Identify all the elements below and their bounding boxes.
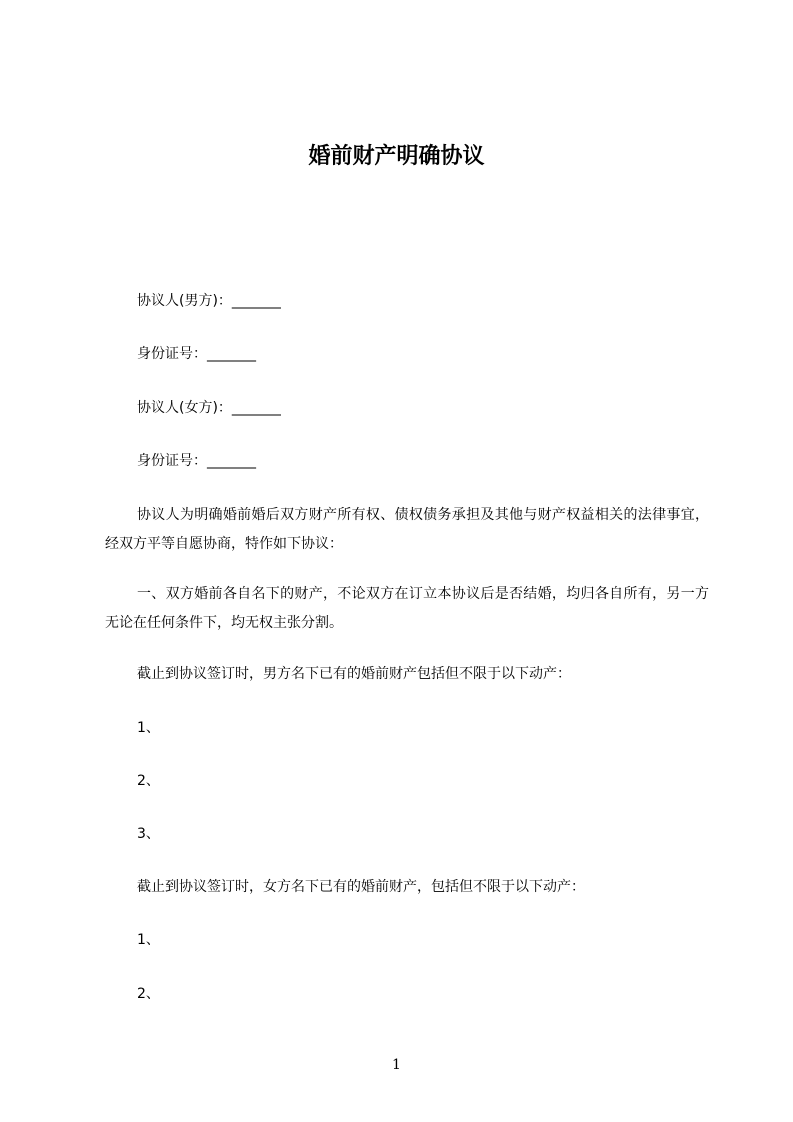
- preamble-paragraph: 协议人为明确婚前婚后双方财产所有权、债权债务承担及其他与财产权益相关的法律事宜，经双方平等自愿协商，特作如下协议：: [105, 507, 709, 552]
- clause-one-paragraph: 一、双方婚前各自名下的财产，不论双方在订立本协议后是否结婚，均归各自所有，另一方无论在任何条件下，均无权主张分割。: [105, 586, 709, 631]
- female-assets-intro: 截止到协议签订时，女方名下已有的婚前财产，包括但不限于以下动产：: [137, 879, 585, 895]
- female-party-field: 协议人(女方)：_______: [137, 400, 281, 416]
- male-id-field: 身份证号：_______: [137, 346, 256, 362]
- male-assets-intro: 截止到协议签订时，男方名下已有的婚前财产包括但不限于以下动产：: [137, 666, 571, 682]
- document-title: 婚前财产明确协议: [308, 144, 485, 169]
- male-party-field: 协议人(男方)：_______: [137, 293, 281, 309]
- female-id-field: 身份证号：_______: [137, 453, 256, 469]
- male-asset-item: 2、: [137, 773, 160, 789]
- male-asset-item: 3、: [137, 826, 160, 842]
- page-number: 1: [392, 1057, 401, 1073]
- female-asset-item: 2、: [137, 986, 160, 1002]
- female-asset-item: 1、: [137, 932, 160, 948]
- male-asset-item: 1、: [137, 720, 160, 736]
